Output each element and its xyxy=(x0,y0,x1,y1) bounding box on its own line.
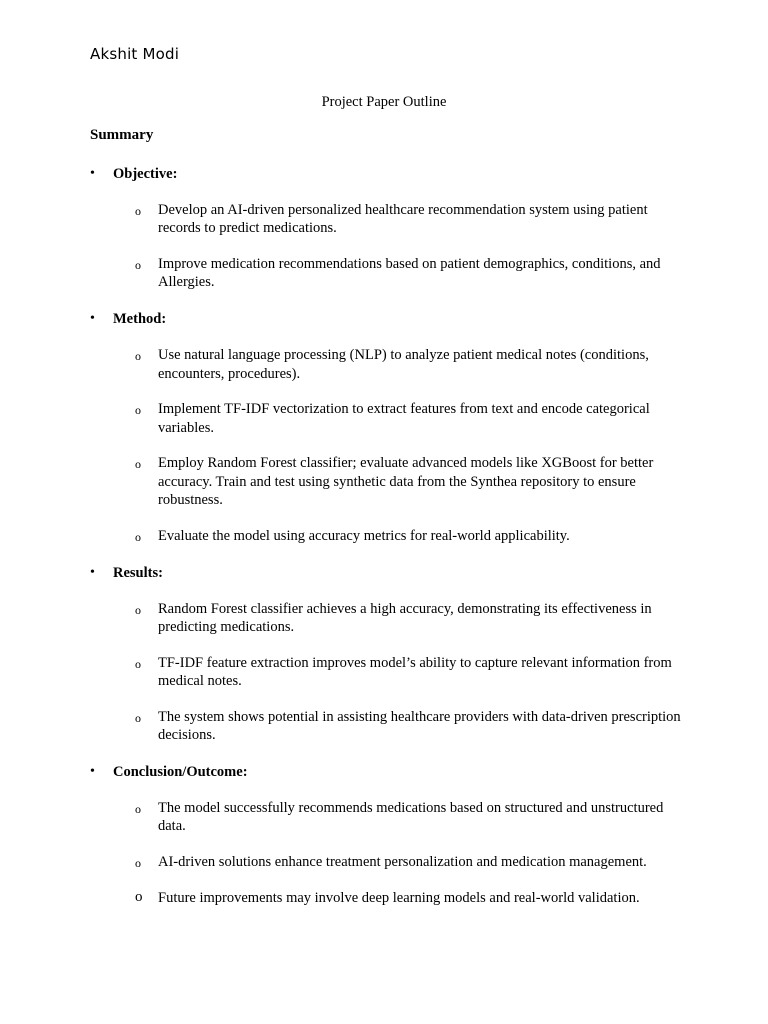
sub-list xyxy=(90,201,690,291)
outline-section-method xyxy=(90,310,690,544)
list-item xyxy=(90,400,690,436)
outline-list xyxy=(90,165,690,926)
outline-section-objective xyxy=(90,165,690,291)
sub-bullet-icon: o xyxy=(135,204,141,218)
list-item-text: Implement TF-IDF vectorization to extract features from text and encode categorical variables. xyxy=(158,401,650,436)
list-item-text: Random Forest classifier achieves a high accuracy, demonstrating its effectiveness in predicting medications. xyxy=(158,600,652,636)
page-title: Project Paper Outline xyxy=(321,94,447,110)
list-item-text: Evaluate the model using accuracy metrics for real-world applicability. xyxy=(158,527,570,544)
sub-bullet-icon: o xyxy=(135,710,141,725)
list-item-text: Use natural language processing (NLP) to analyze patient medical notes (conditions, encounters, procedures). xyxy=(158,347,649,382)
sub-bullet-icon: o xyxy=(135,457,141,472)
section-label: Results: xyxy=(113,564,163,581)
list-item xyxy=(90,600,690,636)
sub-bullet-icon: o xyxy=(135,656,141,671)
bullet-icon: • xyxy=(90,166,95,181)
sub-bullet-icon: o xyxy=(135,258,141,272)
list-item-text: Develop an AI-driven personalized healthcare recommendation system using patient records to predict medications. xyxy=(158,202,648,237)
list-item xyxy=(90,346,690,382)
list-item xyxy=(90,527,690,545)
list-item-text: Future improvements may involve deep learning models and real-world validation. xyxy=(158,890,640,907)
bullet-icon: • xyxy=(90,764,95,780)
sub-list xyxy=(90,346,690,544)
section-label: Objective: xyxy=(113,166,178,182)
list-item xyxy=(90,654,690,690)
outline-section-conclusion xyxy=(90,763,690,907)
list-item-text: The system shows potential in assisting healthcare providers with data-driven prescription decisions. xyxy=(158,708,681,744)
list-item xyxy=(90,799,690,835)
outline-section-results xyxy=(90,564,690,744)
sub-list xyxy=(90,600,690,744)
sub-bullet-icon: o xyxy=(135,889,143,906)
list-item-text: The model successfully recommends medications based on structured and unstructured data. xyxy=(158,800,664,835)
list-item xyxy=(90,201,690,237)
list-item xyxy=(90,454,690,509)
list-item xyxy=(90,889,690,907)
sub-bullet-icon: o xyxy=(135,802,141,817)
sub-bullet-icon: o xyxy=(135,602,141,617)
sub-bullet-icon: o xyxy=(135,529,141,544)
section-label: Method: xyxy=(113,311,167,328)
list-item xyxy=(90,708,690,744)
sub-list xyxy=(90,799,690,907)
list-item-text: Employ Random Forest classifier; evaluate advanced models like XGBoost for better accuracy. Train and test using synthetic data from the Synthea repository to ensure robustness. xyxy=(158,455,654,508)
author-name: Akshit Modi xyxy=(90,45,180,63)
list-item xyxy=(90,853,690,871)
bullet-icon: • xyxy=(90,311,95,327)
section-label: Conclusion/Outcome: xyxy=(113,764,248,781)
sub-bullet-icon: o xyxy=(135,403,141,418)
summary-heading: Summary xyxy=(90,127,154,143)
bullet-icon: • xyxy=(90,564,95,580)
list-item xyxy=(90,255,690,291)
list-item-text: AI-driven solutions enhance treatment personalization and medication management. xyxy=(158,854,647,871)
sub-bullet-icon: o xyxy=(135,856,141,871)
list-item-text: TF-IDF feature extraction improves model’s ability to capture relevant information from medical notes. xyxy=(158,654,672,690)
list-item-text: Improve medication recommendations based on patient demographics, conditions, and Allergies. xyxy=(158,256,661,291)
sub-bullet-icon: o xyxy=(135,349,141,364)
